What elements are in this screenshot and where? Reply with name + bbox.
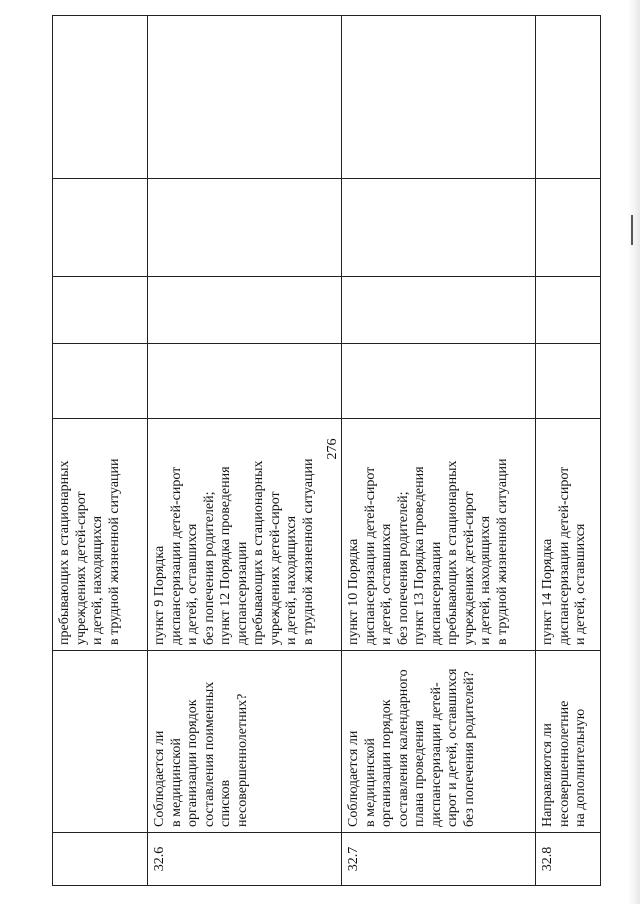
legal-basis-cell	[342, 419, 536, 651]
legal-basis-line: и детей, оставшихся	[573, 523, 588, 645]
question-line: плана проведения	[412, 720, 427, 827]
legal-basis-line: диспансеризации детей-сирот	[168, 466, 184, 645]
legal-basis-line: без попечения родителей;	[201, 491, 217, 645]
answer-no-cell	[148, 277, 342, 344]
question-line: составления поименных	[201, 681, 217, 827]
not-applicable-cell	[536, 179, 601, 277]
question-cell	[53, 651, 148, 833]
notes-cell	[148, 16, 342, 179]
scan-artifact	[631, 215, 633, 245]
legal-basis-line: пребывающих в стационарных	[57, 460, 72, 645]
legal-basis-line: в трудной жизненной ситуации	[300, 458, 316, 645]
answer-no-cell	[53, 277, 148, 344]
question-line: Соблюдается ли	[152, 730, 167, 827]
legal-basis-line: учреждениях детей-сирот	[267, 491, 283, 645]
scan-edge	[628, 0, 640, 904]
table-stage	[52, 16, 588, 886]
question-cell	[536, 651, 601, 833]
answer-no-cell	[536, 277, 601, 344]
legal-basis-line: и детей, находящихся	[284, 515, 299, 645]
legal-basis-line: учреждениях детей-сирот	[73, 491, 89, 645]
question-line: составления календарного	[395, 669, 411, 827]
answer-yes-cell	[536, 344, 601, 419]
notes-cell	[53, 16, 148, 179]
legal-basis-line: диспансеризации детей-сирот	[556, 466, 572, 645]
legal-basis-line: учреждениях детей-сирот	[461, 491, 477, 645]
table-row	[148, 16, 342, 886]
legal-basis-line: пункт 13 Порядка проведения	[412, 466, 427, 645]
legal-basis-line: диспансеризации	[234, 541, 250, 645]
question-line: сирот и детей, оставшихся	[445, 668, 460, 827]
legal-basis-line: и детей, оставшихся	[185, 523, 200, 645]
question-line: на дополнительную	[573, 708, 588, 827]
question-line: списков	[218, 779, 233, 827]
legal-basis-line: пункт 10 Порядка	[346, 538, 361, 645]
question-line: Направляются ли	[540, 723, 555, 827]
legal-basis-line: и детей, оставшихся	[379, 523, 394, 645]
legal-basis-cell	[536, 419, 601, 651]
legal-basis-line: и детей, находящихся	[90, 515, 105, 645]
question-line: Соблюдается ли	[346, 730, 361, 827]
legal-basis-line: пребывающих в стационарных	[445, 460, 460, 645]
answer-yes-cell	[342, 344, 536, 419]
answer-no-cell	[342, 277, 536, 344]
legal-basis-line: и детей, находящихся	[478, 515, 493, 645]
notes-cell	[342, 16, 536, 179]
legal-basis-line: пункт 9 Порядка	[152, 545, 167, 645]
table-row	[536, 16, 601, 886]
legal-basis-line: диспансеризации детей-сирот	[362, 466, 378, 645]
table-row	[53, 16, 148, 886]
not-applicable-cell	[53, 179, 148, 277]
table-row	[342, 16, 536, 886]
legal-basis-line: пункт 14 Порядка	[540, 538, 555, 645]
item-number-cell: 32.6	[148, 833, 342, 886]
not-applicable-cell	[342, 179, 536, 277]
notes-cell	[536, 16, 601, 179]
question-line: несовершеннолетние	[556, 700, 572, 827]
page-number: 276	[325, 438, 340, 460]
question-line: диспансеризации детей-	[428, 682, 444, 827]
legal-basis-line: пребывающих в стационарных	[251, 460, 266, 645]
legal-basis-cell	[148, 419, 342, 651]
legal-basis-line: без попечения родителей;	[395, 491, 411, 645]
answer-yes-cell	[148, 344, 342, 419]
question-cell	[342, 651, 536, 833]
item-number-cell: 32.7	[342, 833, 536, 886]
legal-basis-line: диспансеризации	[428, 541, 444, 645]
question-line: организации порядок	[379, 699, 394, 827]
checklist-table	[52, 15, 601, 886]
question-line: в медицинской	[168, 738, 184, 827]
rotated-table-area	[52, 16, 588, 886]
legal-basis-line: пункт 12 Порядка проведения	[218, 466, 233, 645]
item-number-cell: 32.8	[536, 833, 601, 886]
question-line: организации порядок	[185, 699, 200, 827]
question-line: несовершеннолетних?	[234, 693, 250, 827]
question-line: в медицинской	[362, 738, 378, 827]
item-number-cell	[53, 833, 148, 886]
not-applicable-cell	[148, 179, 342, 277]
legal-basis-line: в трудной жизненной ситуации	[106, 458, 122, 645]
legal-basis-cell	[53, 419, 148, 651]
question-cell	[148, 651, 342, 833]
answer-yes-cell	[53, 344, 148, 419]
question-line: без попечения родителей?	[461, 671, 477, 827]
legal-basis-line: в трудной жизненной ситуации	[494, 458, 510, 645]
